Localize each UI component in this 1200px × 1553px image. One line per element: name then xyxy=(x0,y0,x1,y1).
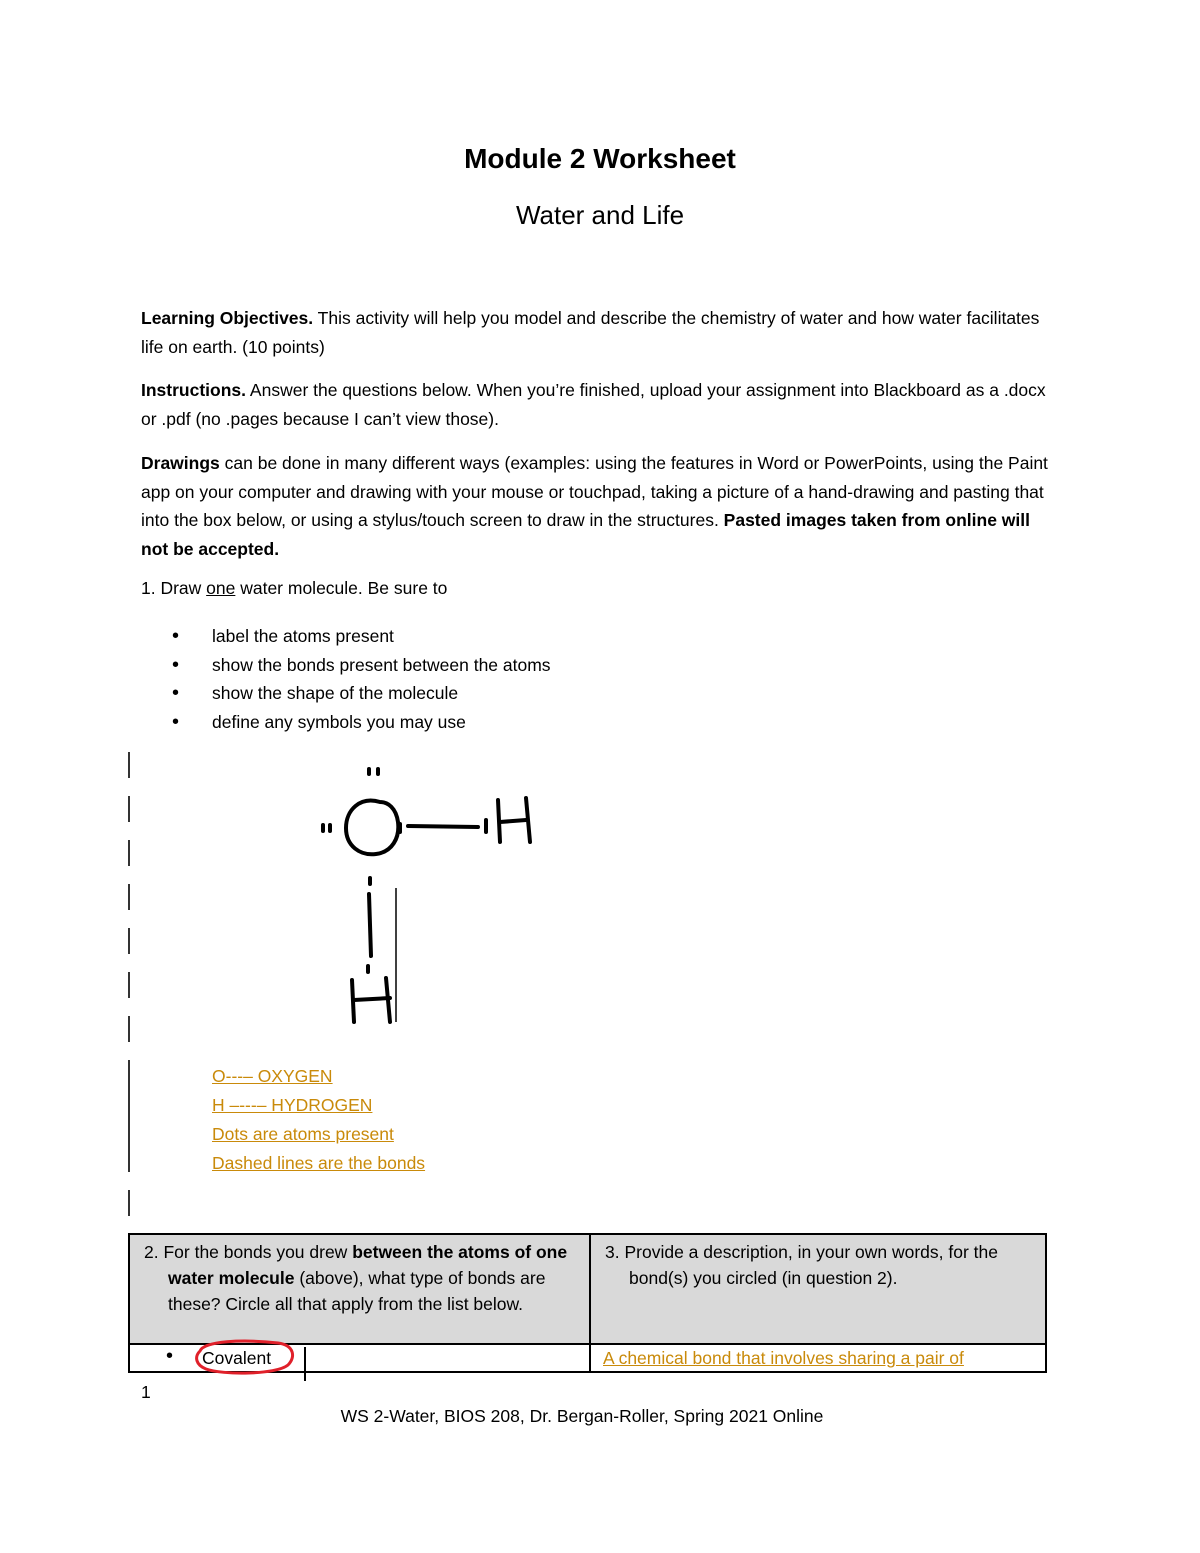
legend-lines: Dashed lines are the bonds xyxy=(212,1153,426,1173)
change-bar xyxy=(128,1016,130,1042)
change-bar xyxy=(128,884,130,910)
question-2-bold: between the atoms of one water molecule xyxy=(168,1242,568,1288)
change-bar xyxy=(128,928,130,954)
answer-text[interactable]: A chemical bond that involves sharing a pair of xyxy=(603,1348,964,1368)
change-bar xyxy=(128,972,130,998)
change-bar xyxy=(128,840,130,866)
instructions-label: Instructions. xyxy=(141,380,247,400)
objectives-text: This activity will help you model and describe the chemistry of water and how water facilitates life on earth. (10 points) xyxy=(141,308,1040,357)
legend-oxygen: O---– OXYGEN xyxy=(212,1066,333,1086)
question-2-pre: For the bonds you drew xyxy=(158,1242,353,1262)
page-title: Module 2 Worksheet xyxy=(464,143,736,174)
covalent-label: Covalent xyxy=(202,1348,272,1368)
red-circle-mark xyxy=(192,1337,300,1377)
change-bar xyxy=(128,796,130,822)
list-item: • show the bonds present between the atoms xyxy=(170,651,551,680)
questions-table xyxy=(128,1233,1047,1373)
question-2-post: (above), what type of bonds are these? Circle all that apply from the list below. xyxy=(168,1268,546,1314)
list-item: • label the atoms present xyxy=(170,622,551,651)
objectives-label: Learning Objectives. xyxy=(141,308,314,328)
drawings-warning: Pasted images taken from online will not be accepted. xyxy=(141,510,1031,559)
list-item: • show the shape of the molecule xyxy=(170,679,551,708)
question-3-text: Provide a description, in your own words, for the bond(s) you circled (in question 2). xyxy=(619,1242,998,1288)
legend-hydrogen: H –---– HYDROGEN xyxy=(212,1095,373,1115)
question-3-number: 3. xyxy=(605,1242,620,1262)
change-bar xyxy=(128,1060,130,1172)
page-subtitle: Water and Life xyxy=(515,200,685,230)
question-1-emphasis: one xyxy=(206,578,236,598)
drawings-paragraph xyxy=(141,449,1061,563)
list-item: • define any symbols you may use xyxy=(170,708,551,737)
answer-cell[interactable] xyxy=(590,1344,1046,1372)
question-1-checklist xyxy=(170,622,551,736)
covalent-option[interactable] xyxy=(202,1345,271,1371)
water-molecule-drawing xyxy=(300,760,560,1035)
question-2-cell xyxy=(129,1234,590,1344)
page-footer: WS 2-Water, BIOS 208, Dr. Bergan-Roller, Spring 2021 Online xyxy=(340,1406,824,1426)
instructions xyxy=(141,376,1061,433)
legend-dots: Dots are atoms present xyxy=(212,1124,394,1144)
change-bar xyxy=(128,752,130,778)
instructions-text: Answer the questions below. When you’re finished, upload your assignment into Blackboard as a .docx or .pdf (no .pages because I can’t view those). xyxy=(141,380,1046,429)
learning-objectives xyxy=(141,304,1061,361)
question-3-cell xyxy=(590,1234,1046,1344)
change-bar xyxy=(128,1190,130,1216)
drawing-legend xyxy=(212,1062,425,1178)
question-1-prefix: 1. Draw xyxy=(141,578,207,598)
drawings-text: can be done in many different ways (examples: using the features in Word or PowerPoints, using the Paint app on your computer and drawing with your mouse or touchpad, taking a picture of a hand-drawing and pasting that into the box below, or using a stylus/touch screen to draw in the structures. xyxy=(141,453,1048,530)
question-1 xyxy=(141,578,447,599)
drawings-label: Drawings xyxy=(141,453,220,473)
text-cursor xyxy=(304,1347,306,1381)
question-1-suffix: water molecule. Be sure to xyxy=(235,578,448,598)
question-2-number: 2. xyxy=(144,1242,159,1262)
page-number: 1 xyxy=(141,1382,151,1402)
covalent-option-cell xyxy=(129,1344,590,1372)
